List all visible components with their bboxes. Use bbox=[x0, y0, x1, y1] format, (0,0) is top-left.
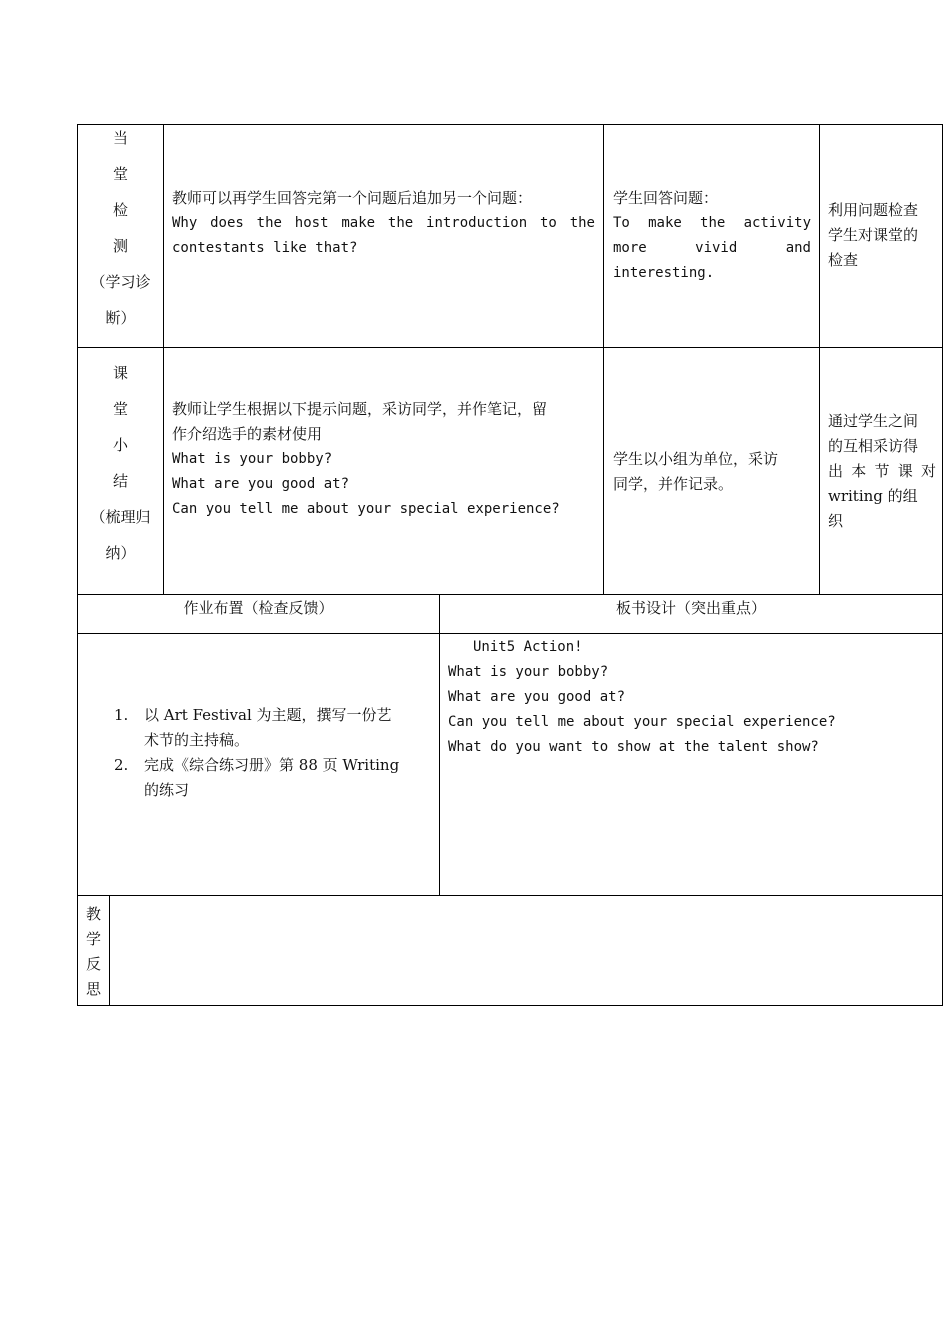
label-char: 检 bbox=[112, 201, 128, 219]
label-char: 小 bbox=[112, 436, 128, 454]
text-line: 出本节课对 bbox=[828, 462, 936, 480]
text-line: Why does the host make the introduction to the bbox=[172, 215, 595, 231]
label-char: （学习诊 bbox=[90, 273, 151, 291]
label-char: 堂 bbox=[112, 165, 128, 183]
item-number: 1. bbox=[114, 706, 129, 724]
text-line: 同学，并作记录。 bbox=[613, 475, 734, 493]
label-char: 学 bbox=[85, 930, 101, 948]
text-line: Can you tell me about your special experience? bbox=[448, 714, 836, 730]
homework-item bbox=[114, 753, 436, 803]
text-line: 通过学生之间 bbox=[828, 412, 919, 430]
text-line: 检查 bbox=[828, 251, 859, 269]
label-char: （梳理归 bbox=[90, 508, 151, 526]
table-col-divider bbox=[819, 124, 820, 594]
text-line: What are you good at? bbox=[448, 689, 626, 705]
text-line: 学生对课堂的 bbox=[828, 226, 919, 244]
homework-header: 作业布置（检查反馈） bbox=[183, 599, 334, 617]
row-check-student-activity bbox=[613, 186, 811, 286]
label-char: 当 bbox=[112, 129, 128, 147]
table-border-right bbox=[942, 124, 943, 1006]
label-char: 堂 bbox=[112, 400, 128, 418]
reflection-label bbox=[78, 902, 109, 1002]
text-line: 织 bbox=[828, 512, 844, 530]
text-line: interesting. bbox=[613, 265, 715, 281]
text-line: 术节的主持稿。 bbox=[144, 731, 250, 749]
text-line: 教师让学生根据以下提示问题，采访同学，并作笔记，留 bbox=[172, 400, 548, 418]
text-line: 的练习 bbox=[144, 781, 190, 799]
homework-item bbox=[114, 703, 436, 753]
label-char: 断） bbox=[105, 309, 136, 327]
row-summary-purpose bbox=[828, 409, 936, 534]
label-char: 结 bbox=[112, 472, 128, 490]
label-char: 思 bbox=[85, 980, 101, 998]
board-title: Unit5 Action! bbox=[473, 639, 583, 655]
label-char: 课 bbox=[112, 364, 128, 382]
label-char: 测 bbox=[112, 237, 128, 255]
row-check-teacher-activity bbox=[172, 186, 595, 261]
text-line: What is your bobby? bbox=[172, 451, 333, 467]
text-line: 完成《综合练习册》第 88 页 Writing bbox=[144, 756, 400, 774]
board-header: 板书设计（突出重点） bbox=[615, 599, 766, 617]
label-char: 教 bbox=[85, 905, 101, 923]
label-char: 纳） bbox=[105, 544, 136, 562]
text-line: 教师可以再学生回答完第一个问题后追加另一个问题： bbox=[172, 189, 533, 207]
text-line: 学生回答问题： bbox=[613, 189, 719, 207]
text-line: To make the activity bbox=[613, 215, 811, 231]
text-line: 作介绍选手的素材使用 bbox=[172, 425, 323, 443]
text-line: 的互相采访得 bbox=[828, 437, 919, 455]
text-line: more vivid and bbox=[613, 240, 811, 256]
row-summary-student-activity bbox=[613, 447, 811, 497]
row-check-label bbox=[78, 120, 163, 336]
table-row-divider bbox=[77, 347, 943, 348]
table-col-divider bbox=[163, 124, 164, 594]
row-summary-label bbox=[78, 355, 163, 571]
text-line: What do you want to show at the talent show? bbox=[448, 739, 819, 755]
table-col-divider bbox=[603, 124, 604, 594]
reflection-content bbox=[110, 896, 942, 1005]
table-col-divider bbox=[439, 594, 440, 895]
row-summary-teacher-activity bbox=[172, 397, 597, 522]
text-line: 利用问题检查 bbox=[828, 201, 919, 219]
homework-list bbox=[114, 703, 436, 803]
board-design bbox=[448, 635, 938, 760]
label-char: 反 bbox=[85, 955, 101, 973]
text-line: Can you tell me about your special experience? bbox=[172, 501, 560, 517]
text-line: 以 Art Festival 为主题，撰写一份艺 bbox=[144, 706, 392, 724]
item-number: 2. bbox=[114, 756, 129, 774]
table-row-divider bbox=[77, 633, 943, 634]
text-line: writing 的组 bbox=[828, 487, 918, 505]
text-line: What is your bobby? bbox=[448, 664, 609, 680]
table-border-bottom bbox=[77, 1005, 943, 1006]
text-line: 学生以小组为单位，采访 bbox=[613, 450, 779, 468]
text-line: contestants like that? bbox=[172, 240, 358, 256]
row-check-purpose bbox=[828, 198, 936, 273]
text-line: What are you good at? bbox=[172, 476, 350, 492]
table-border-top bbox=[77, 124, 943, 125]
